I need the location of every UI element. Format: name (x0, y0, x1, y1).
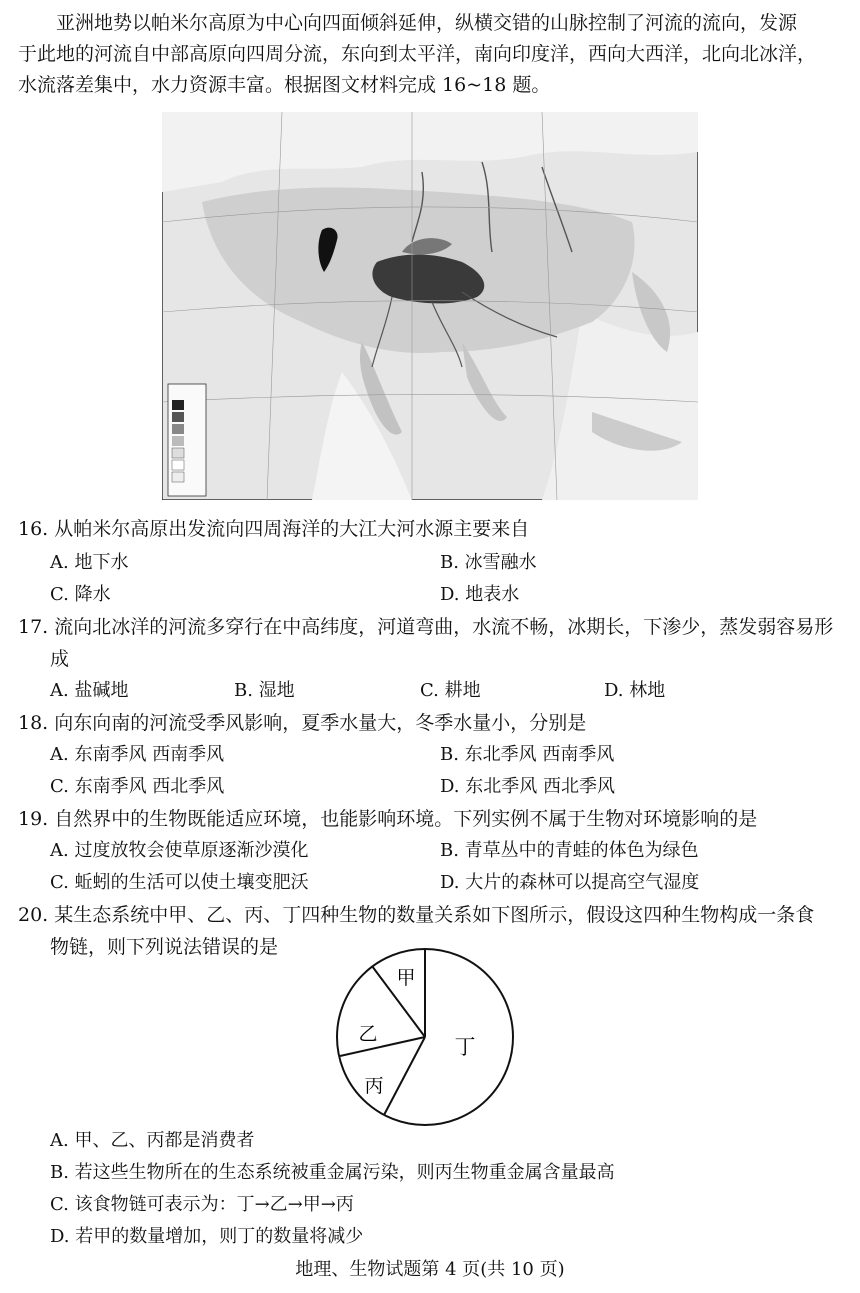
q17-option-b: B. 湿地 (234, 680, 295, 701)
intro-paragraph (18, 8, 844, 101)
question-17-stem-line1: 17. 流向北冰洋的河流多穿行在中高纬度，河道弯曲，水流不畅，冰期长，下渗少，蒸发弱容易形 (18, 616, 834, 638)
question-17-stem-line2: 成 (50, 648, 70, 670)
q17-option-c: C. 耕地 (420, 680, 481, 701)
intro-line-3: 水流落差集中，水力资源丰富。根据图文材料完成 16~18 题。 (18, 74, 551, 96)
pie-label-ding: 丁 (454, 1035, 476, 1059)
q18-option-c: C. 东南季风 西北季风 (50, 776, 225, 797)
q20-option-c: C. 该食物链可表示为：丁→乙→甲→丙 (50, 1194, 354, 1215)
q20-option-a: A. 甲、乙、丙都是消费者 (50, 1130, 255, 1151)
q16-option-b: B. 冰雪融水 (440, 552, 537, 573)
asia-relief-map (162, 112, 698, 500)
question-18-stem: 18. 向东向南的河流受季风影响，夏季水量大，冬季水量小，分别是 (18, 712, 587, 734)
question-20-stem-line1: 20. 某生态系统中甲、乙、丙、丁四种生物的数量关系如下图所示，假设这四种生物构成一条食 (18, 904, 815, 926)
intro-line-2: 于此地的河流自中部高原向四周分流，东向到太平洋，南向印度洋，西向大西洋，北向北冰洋， (18, 43, 817, 65)
question-19-stem: 19. 自然界中的生物既能适应环境，也能影响环境。下列实例不属于生物对环境影响的是 (18, 808, 758, 830)
page-footer: 地理、生物试题第 4 页(共 10 页) (295, 1259, 565, 1280)
q17-option-d: D. 林地 (604, 680, 666, 701)
q18-option-b: B. 东北季风 西南季风 (440, 744, 615, 765)
question-20-stem-line2: 物链，则下列说法错误的是 (50, 936, 279, 958)
q19-option-c: C. 蚯蚓的生活可以使土壤变肥沃 (50, 872, 309, 893)
q20-option-b: B. 若这些生物所在的生态系统被重金属污染，则丙生物重金属含量最高 (50, 1162, 615, 1183)
q20-option-d: D. 若甲的数量增加，则丁的数量将减少 (50, 1226, 364, 1247)
pie-label-jia: 甲 (396, 967, 416, 989)
q16-option-d: D. 地表水 (440, 584, 520, 605)
q19-option-b: B. 青草丛中的青蛙的体色为绿色 (440, 840, 699, 861)
question-16-stem: 16. 从帕米尔高原出发流向四周海洋的大江大河水源主要来自 (18, 518, 530, 540)
intro-line-1: 亚洲地势以帕米尔高原为中心向四面倾斜延伸，纵横交错的山脉控制了河流的流向，发源 (56, 12, 798, 34)
q16-option-c: C. 降水 (50, 584, 111, 605)
pie-label-bing: 丙 (364, 1075, 384, 1097)
q19-option-d: D. 大片的森林可以提高空气湿度 (440, 872, 700, 893)
q19-option-a: A. 过度放牧会使草原逐渐沙漠化 (50, 840, 309, 861)
q17-option-a: A. 盐碱地 (50, 680, 129, 701)
q16-option-a: A. 地下水 (50, 552, 129, 573)
pie-label-yi: 乙 (358, 1023, 378, 1045)
q18-option-d: D. 东北季风 西北季风 (440, 776, 615, 797)
population-pie-diagram (330, 942, 520, 1132)
q18-option-a: A. 东南季风 西南季风 (50, 744, 225, 765)
